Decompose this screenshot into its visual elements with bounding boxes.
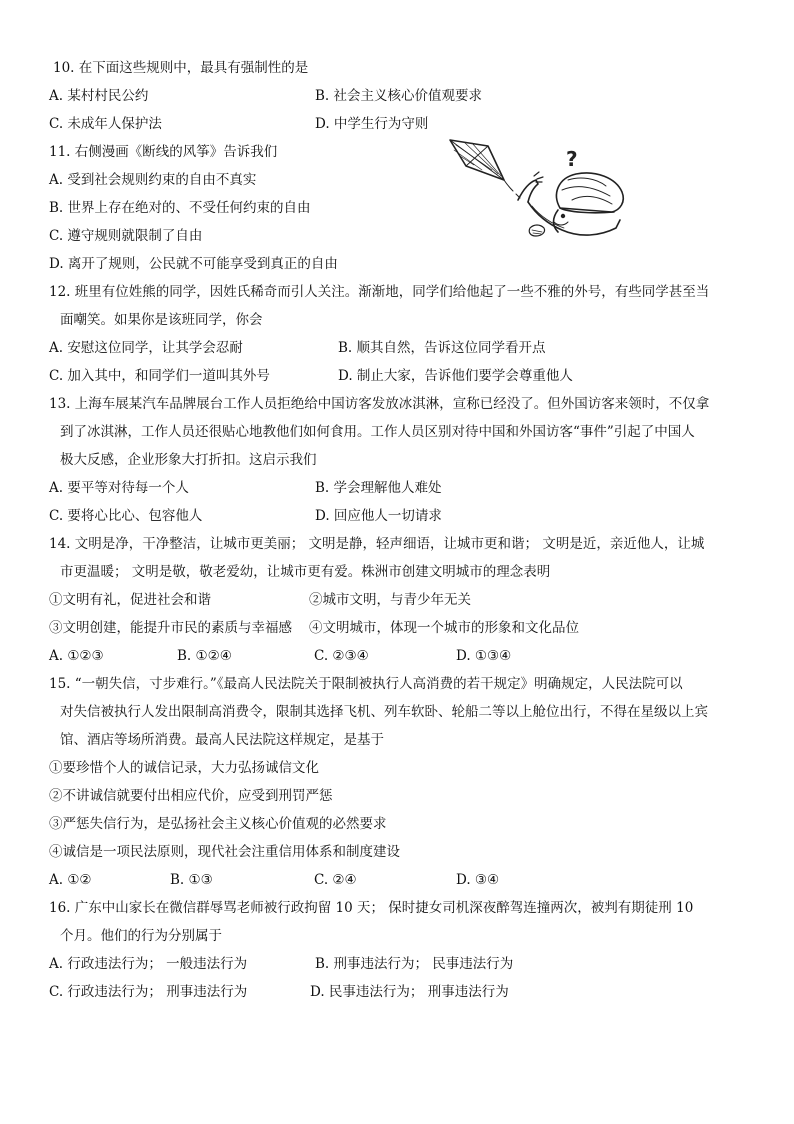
q10-option-c: C. 未成年人保护法: [49, 116, 162, 132]
q13-option-b: B. 学会理解他人难处: [315, 480, 442, 496]
q14-statement-4: ④文明城市，体现一个城市的形象和文化品位: [309, 620, 579, 636]
question-mark-text: ?: [566, 147, 578, 171]
q12-option-c: C. 加入其中，和同学们一道叫其外号: [49, 368, 270, 384]
q13-option-d: D. 回应他人一切请求: [315, 508, 442, 524]
q12-option-d: D. 制止大家，告诉他们要学会尊重他人: [338, 368, 573, 384]
q16-option-b: B. 刑事违法行为； 民事违法行为: [315, 956, 514, 972]
q16-option-a: A. 行政违法行为； 一般违法行为: [49, 956, 248, 972]
q11-option-b: B. 世界上存在绝对的、不受任何约束的自由: [49, 200, 311, 216]
q15-stem-line2: 对失信被执行人发出限制高消费令，限制其选择飞机、列车软卧、轮船二等以上舱位出行，不得在星级以上宾: [60, 704, 708, 720]
q13-option-c: C. 要将心比心、包容他人: [49, 508, 203, 524]
q11-option-d: D. 离开了规则，公民就不可能享受到真正的自由: [49, 256, 338, 272]
q12-stem-line1: 12. 班里有位姓熊的同学，因姓氏稀奇而引人关注。渐渐地，同学们给他起了一些不雅的外号，有些同学甚至当: [49, 284, 710, 300]
q14-option-c: C. ②③④: [314, 648, 369, 664]
broken-string: [504, 180, 513, 191]
q16-stem-line2: 个月。他们的行为分别属于: [60, 928, 222, 944]
q11-option-a: A. 受到社会规则约束的自由不真实: [49, 172, 257, 188]
q14-stem-line1: 14. 文明是净，干净整洁，让城市更美丽； 文明是静，轻声细语，让城市更和谐； 文明是近，亲近他人，让城: [49, 536, 705, 552]
q10-option-b: B. 社会主义核心价值观要求: [315, 88, 483, 104]
q15-option-d: D. ③④: [456, 872, 500, 888]
q10-option-d: D. 中学生行为守则: [315, 116, 429, 132]
q11-stem: 11. 右侧漫画《断线的风筝》告诉我们: [49, 144, 278, 160]
q14-statement-3: ③文明创建，能提升市民的素质与幸福感: [49, 620, 292, 636]
q16-stem-line1: 16. 广东中山家长在微信群辱骂老师被行政拘留 10 天； 保时捷女司机深夜醉驾连撞两次，被判有期徒刑 10: [49, 900, 694, 916]
q11-option-c: C. 遵守规则就限制了自由: [49, 228, 203, 244]
q15-option-b: B. ①③: [170, 872, 213, 888]
q15-statement-4: ④诚信是一项民法原则，现代社会注重信用体系和制度建设: [49, 844, 400, 860]
q10-option-a: A. 某村村民公约: [49, 88, 149, 104]
q15-stem-line1: 15. “一朝失信，寸步难行。”《最高人民法院关于限制被执行人高消费的若干规定》明确规定，人民法院可以: [49, 676, 683, 692]
q12-stem-line2: 面嘲笑。如果你是该班同学，你会: [60, 312, 263, 328]
q12-option-a: A. 安慰这位同学，让其学会忍耐: [49, 340, 243, 356]
q15-statement-2: ②不讲诚信就要付出相应代价，应受到刑罚严惩: [49, 788, 333, 804]
q14-statement-2: ②城市文明，与青少年无关: [309, 592, 471, 608]
q16-option-d: D. 民事违法行为； 刑事违法行为: [310, 984, 509, 1000]
q14-option-d: D. ①③④: [456, 648, 512, 664]
q14-stem-line2: 市更温暖； 文明是敬，敬老爱幼，让城市更有爱。株洲市创建文明城市的理念表明: [60, 564, 551, 580]
q15-option-c: C. ②④: [314, 872, 357, 888]
q12-option-b: B. 顺其自然，告诉这位同学看开点: [338, 340, 546, 356]
q13-stem-line3: 极大反感，企业形象大打折扣。这启示我们: [60, 452, 317, 468]
q15-statement-3: ③严惩失信行为，是弘扬社会主义核心价值观的必然要求: [49, 816, 387, 832]
q16-option-c: C. 行政违法行为； 刑事违法行为: [49, 984, 248, 1000]
q15-statement-1: ①要珍惜个人的诚信记录，大力弘扬诚信文化: [49, 760, 319, 776]
q15-stem-line3: 馆、酒店等场所消费。最高人民法院这样规定，是基于: [60, 732, 384, 748]
q14-statement-1: ①文明有礼，促进社会和谐: [49, 592, 211, 608]
q13-stem-line1: 13. 上海车展某汽车品牌展台工作人员拒绝给中国访客发放冰淇淋，宣称已经没了。但外国访客来领时，不仅拿: [49, 396, 710, 412]
q14-option-b: B. ①②④: [177, 648, 232, 664]
broken-kite-cartoon-illustration: [440, 136, 632, 240]
q13-option-a: A. 要平等对待每一个人: [49, 480, 189, 496]
q14-option-a: A. ①②③: [49, 648, 104, 664]
q15-option-a: A. ①②: [49, 872, 92, 888]
q10-stem: 10. 在下面这些规则中，最具有强制性的是: [53, 60, 309, 76]
q13-stem-line2: 到了冰淇淋，工作人员还很贴心地教他们如何食用。工作人员区别对待中国和外国访客“事件”引起了中国人: [60, 424, 695, 440]
